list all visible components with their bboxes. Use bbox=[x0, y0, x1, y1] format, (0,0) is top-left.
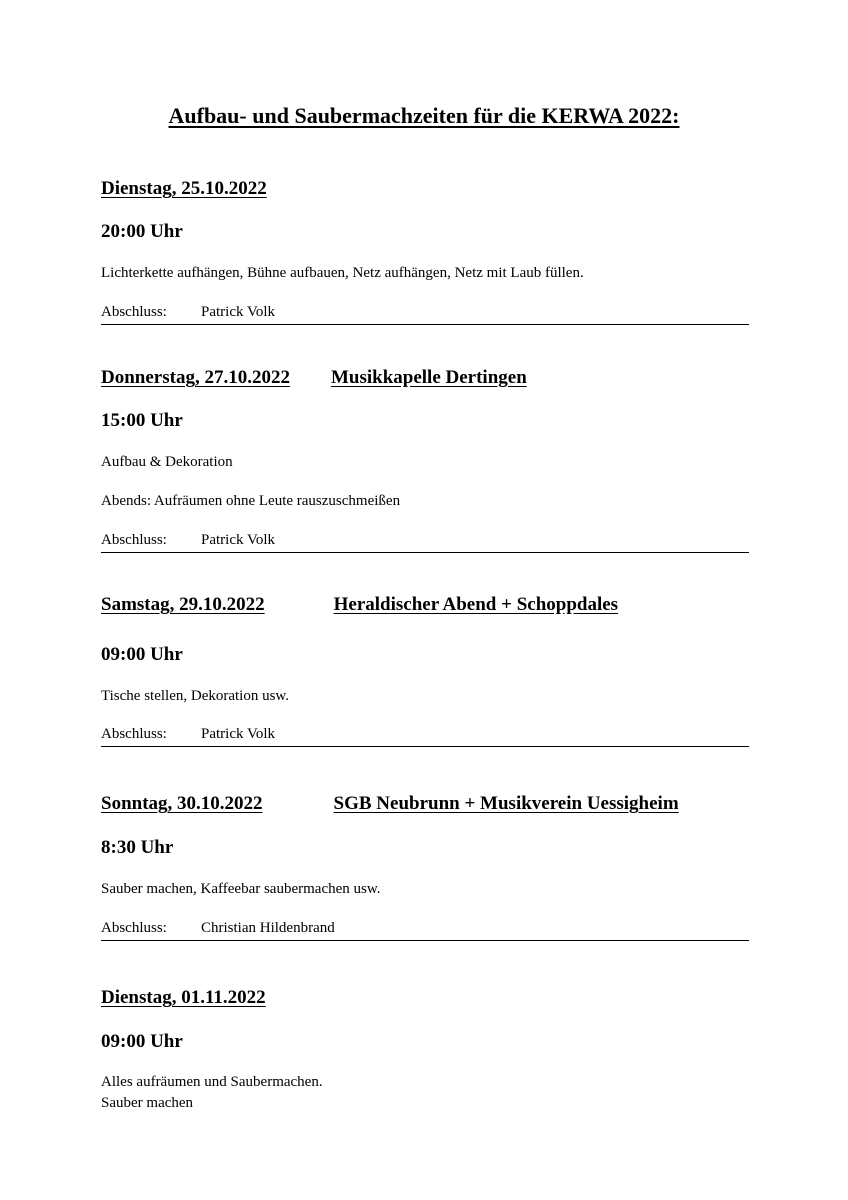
closing-label: Abschluss: bbox=[101, 304, 167, 320]
closing-line bbox=[101, 304, 749, 325]
schedule-section-1 bbox=[101, 178, 749, 320]
section-event: Musikkapelle Dertingen bbox=[330, 367, 527, 388]
section-date: Donnerstag, 27.10.2022 bbox=[101, 367, 290, 388]
schedule-section-2 bbox=[101, 367, 749, 548]
section-date: Dienstag, 25.10.2022 bbox=[101, 178, 267, 199]
section-date: Dienstag, 01.11.2022 bbox=[101, 987, 266, 1008]
closing-name: Patrick Volk bbox=[201, 726, 276, 742]
section-heading bbox=[101, 793, 749, 817]
closing-label: Abschluss: bbox=[101, 726, 167, 742]
section-heading bbox=[101, 367, 749, 391]
task-line: Sauber machen bbox=[101, 1095, 194, 1111]
page-title: Aufbau- und Saubermachzeiten für die KERWA 2022: bbox=[168, 103, 680, 128]
task-line: Tische stellen, Dekoration usw. bbox=[101, 688, 290, 704]
section-heading-underline bbox=[101, 594, 618, 616]
closing-name: Christian Hildenbrand bbox=[201, 920, 335, 936]
section-time: 09:00 Uhr bbox=[101, 644, 183, 665]
closing-line bbox=[101, 726, 749, 747]
task-line: Abends: Aufräumen ohne Leute rauszuschmeißen bbox=[101, 493, 401, 509]
section-date: Samstag, 29.10.2022 bbox=[101, 594, 265, 615]
section-event: Heraldischer Abend + Schoppdales bbox=[333, 594, 619, 615]
schedule-section-5 bbox=[101, 987, 749, 1111]
section-heading bbox=[101, 178, 749, 202]
section-time: 15:00 Uhr bbox=[101, 410, 183, 431]
closing-name: Patrick Volk bbox=[201, 532, 276, 548]
task-line: Aufbau & Dekoration bbox=[101, 454, 233, 470]
section-time: 09:00 Uhr bbox=[101, 1031, 183, 1052]
section-heading-underline bbox=[101, 367, 527, 389]
task-line: Sauber machen, Kaffeebar saubermachen usw. bbox=[101, 881, 381, 897]
section-event: SGB Neubrunn + Musikverein Uessigheim bbox=[333, 793, 679, 814]
closing-label: Abschluss: bbox=[101, 532, 167, 548]
closing-line bbox=[101, 920, 749, 941]
task-line: Lichterkette aufhängen, Bühne aufbauen, Netz aufhängen, Netz mit Laub füllen. bbox=[101, 265, 584, 281]
section-time: 8:30 Uhr bbox=[101, 837, 174, 858]
closing-name: Patrick Volk bbox=[201, 304, 276, 320]
section-time: 20:00 Uhr bbox=[101, 221, 183, 242]
closing-line bbox=[101, 532, 749, 553]
schedule-section-4 bbox=[101, 793, 749, 936]
task-line: Alles aufräumen und Saubermachen. bbox=[101, 1074, 323, 1090]
section-heading-underline bbox=[101, 793, 679, 815]
closing-label: Abschluss: bbox=[101, 920, 167, 936]
section-heading bbox=[101, 594, 749, 618]
schedule-section-3 bbox=[101, 594, 749, 742]
section-heading bbox=[101, 987, 749, 1011]
section-date: Sonntag, 30.10.2022 bbox=[101, 793, 263, 814]
